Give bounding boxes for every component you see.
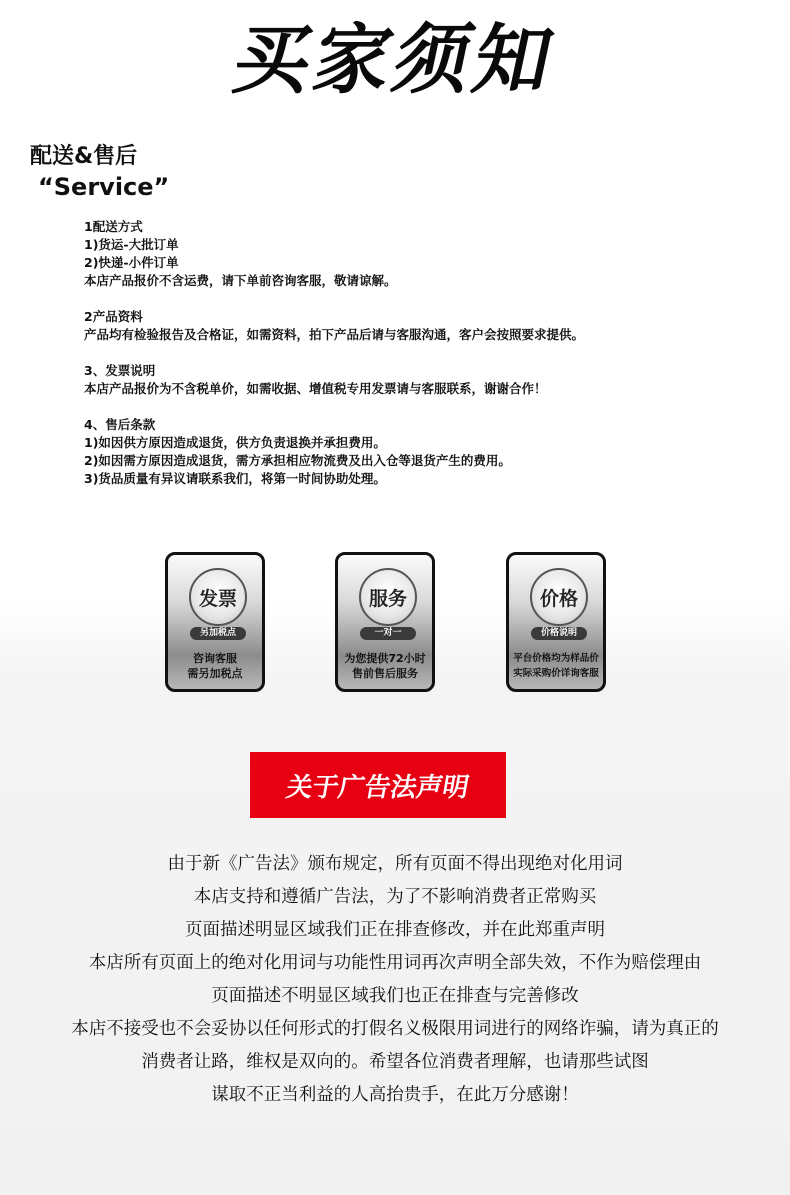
invoice-badge-icon: 发票 [189, 568, 247, 626]
info-line: 2)快递-小件订单 [84, 255, 179, 270]
card-desc-line: 售前售后服务 [352, 667, 418, 680]
price-card [506, 552, 606, 692]
card-desc-line: 为您提供72小时 [344, 652, 426, 665]
info-block-delivery [84, 218, 764, 290]
info-line: 2产品资料 [84, 309, 143, 324]
section-header [30, 142, 169, 202]
info-line: 3、发票说明 [84, 363, 156, 378]
card-description [168, 651, 262, 681]
card-desc-line: 实际采购价详询客服 [513, 668, 599, 679]
info-line: 本店产品报价为不含税单价，如需收据、增值税专用发票请与客服联系，谢谢合作！ [84, 381, 547, 396]
service-badge-icon: 服务 [359, 568, 417, 626]
info-line: 产品均有检验报告及合格证，如需资料，拍下产品后请与客服沟通，客户会按照要求提供。 [84, 327, 585, 342]
declaration-line: 本店支持和遵循广告法，为了不影响消费者正常购买 [193, 887, 597, 907]
info-block-after-sales [84, 416, 764, 488]
info-line: 1)货运-大批订单 [84, 237, 179, 252]
card-pill: 一对一 [360, 627, 416, 640]
info-block-product-docs [84, 308, 764, 344]
declaration-text [0, 848, 790, 1112]
price-badge-icon: 价格 [530, 568, 588, 626]
declaration-line: 由于新《广告法》颁布规定，所有页面不得出现绝对化用词 [167, 854, 623, 874]
info-list [84, 218, 764, 506]
section-title-cn: 配送&售后 [30, 144, 138, 169]
page-title: 买家须知 [225, 15, 565, 104]
card-pill: 另加税点 [190, 627, 246, 640]
card-description [509, 651, 603, 681]
card-desc-line: 咨询客服 [193, 652, 237, 665]
ad-law-banner [250, 752, 506, 818]
card-desc-line: 需另加税点 [187, 667, 243, 680]
info-line: 1)如因供方原因造成退货，供方负责退换并承担费用。 [84, 435, 386, 450]
info-line: 1配送方式 [84, 219, 143, 234]
section-title-en: “Service” [38, 173, 170, 201]
info-line: 3)货品质量有异议请联系我们，将第一时间协助处理。 [84, 471, 386, 486]
service-cards [0, 552, 790, 692]
info-line: 本店产品报价不含运费，请下单前咨询客服，敬请谅解。 [84, 273, 397, 288]
declaration-line: 谋取不正当利益的人高抬贵手，在此万分感谢！ [211, 1085, 579, 1105]
info-line: 2)如因需方原因造成退货，需方承担相应物流费及出入仓等退货产生的费用。 [84, 453, 511, 468]
declaration-line: 页面描述明显区域我们正在排查修改，并在此郑重声明 [185, 920, 605, 940]
card-pill: 价格说明 [531, 627, 587, 640]
declaration-line: 本店不接受也不会妥协以任何形式的打假名义极限用词进行的网络诈骗，请为真正的 [71, 1019, 719, 1039]
card-description [338, 651, 432, 681]
banner-title: 关于广告法声明 [283, 772, 472, 803]
info-block-invoice [84, 362, 764, 398]
invoice-card [165, 552, 265, 692]
card-desc-line: 平台价格均为样品价 [513, 653, 599, 664]
declaration-line: 页面描述不明显区域我们也正在排查与完善修改 [211, 986, 579, 1006]
declaration-line: 消费者让路，维权是双向的。希望各位消费者理解，也请那些试图 [141, 1052, 649, 1072]
info-line: 4、售后条款 [84, 417, 156, 432]
declaration-line: 本店所有页面上的绝对化用词与功能性用词再次声明全部失效，不作为赔偿理由 [88, 953, 702, 973]
service-card [335, 552, 435, 692]
